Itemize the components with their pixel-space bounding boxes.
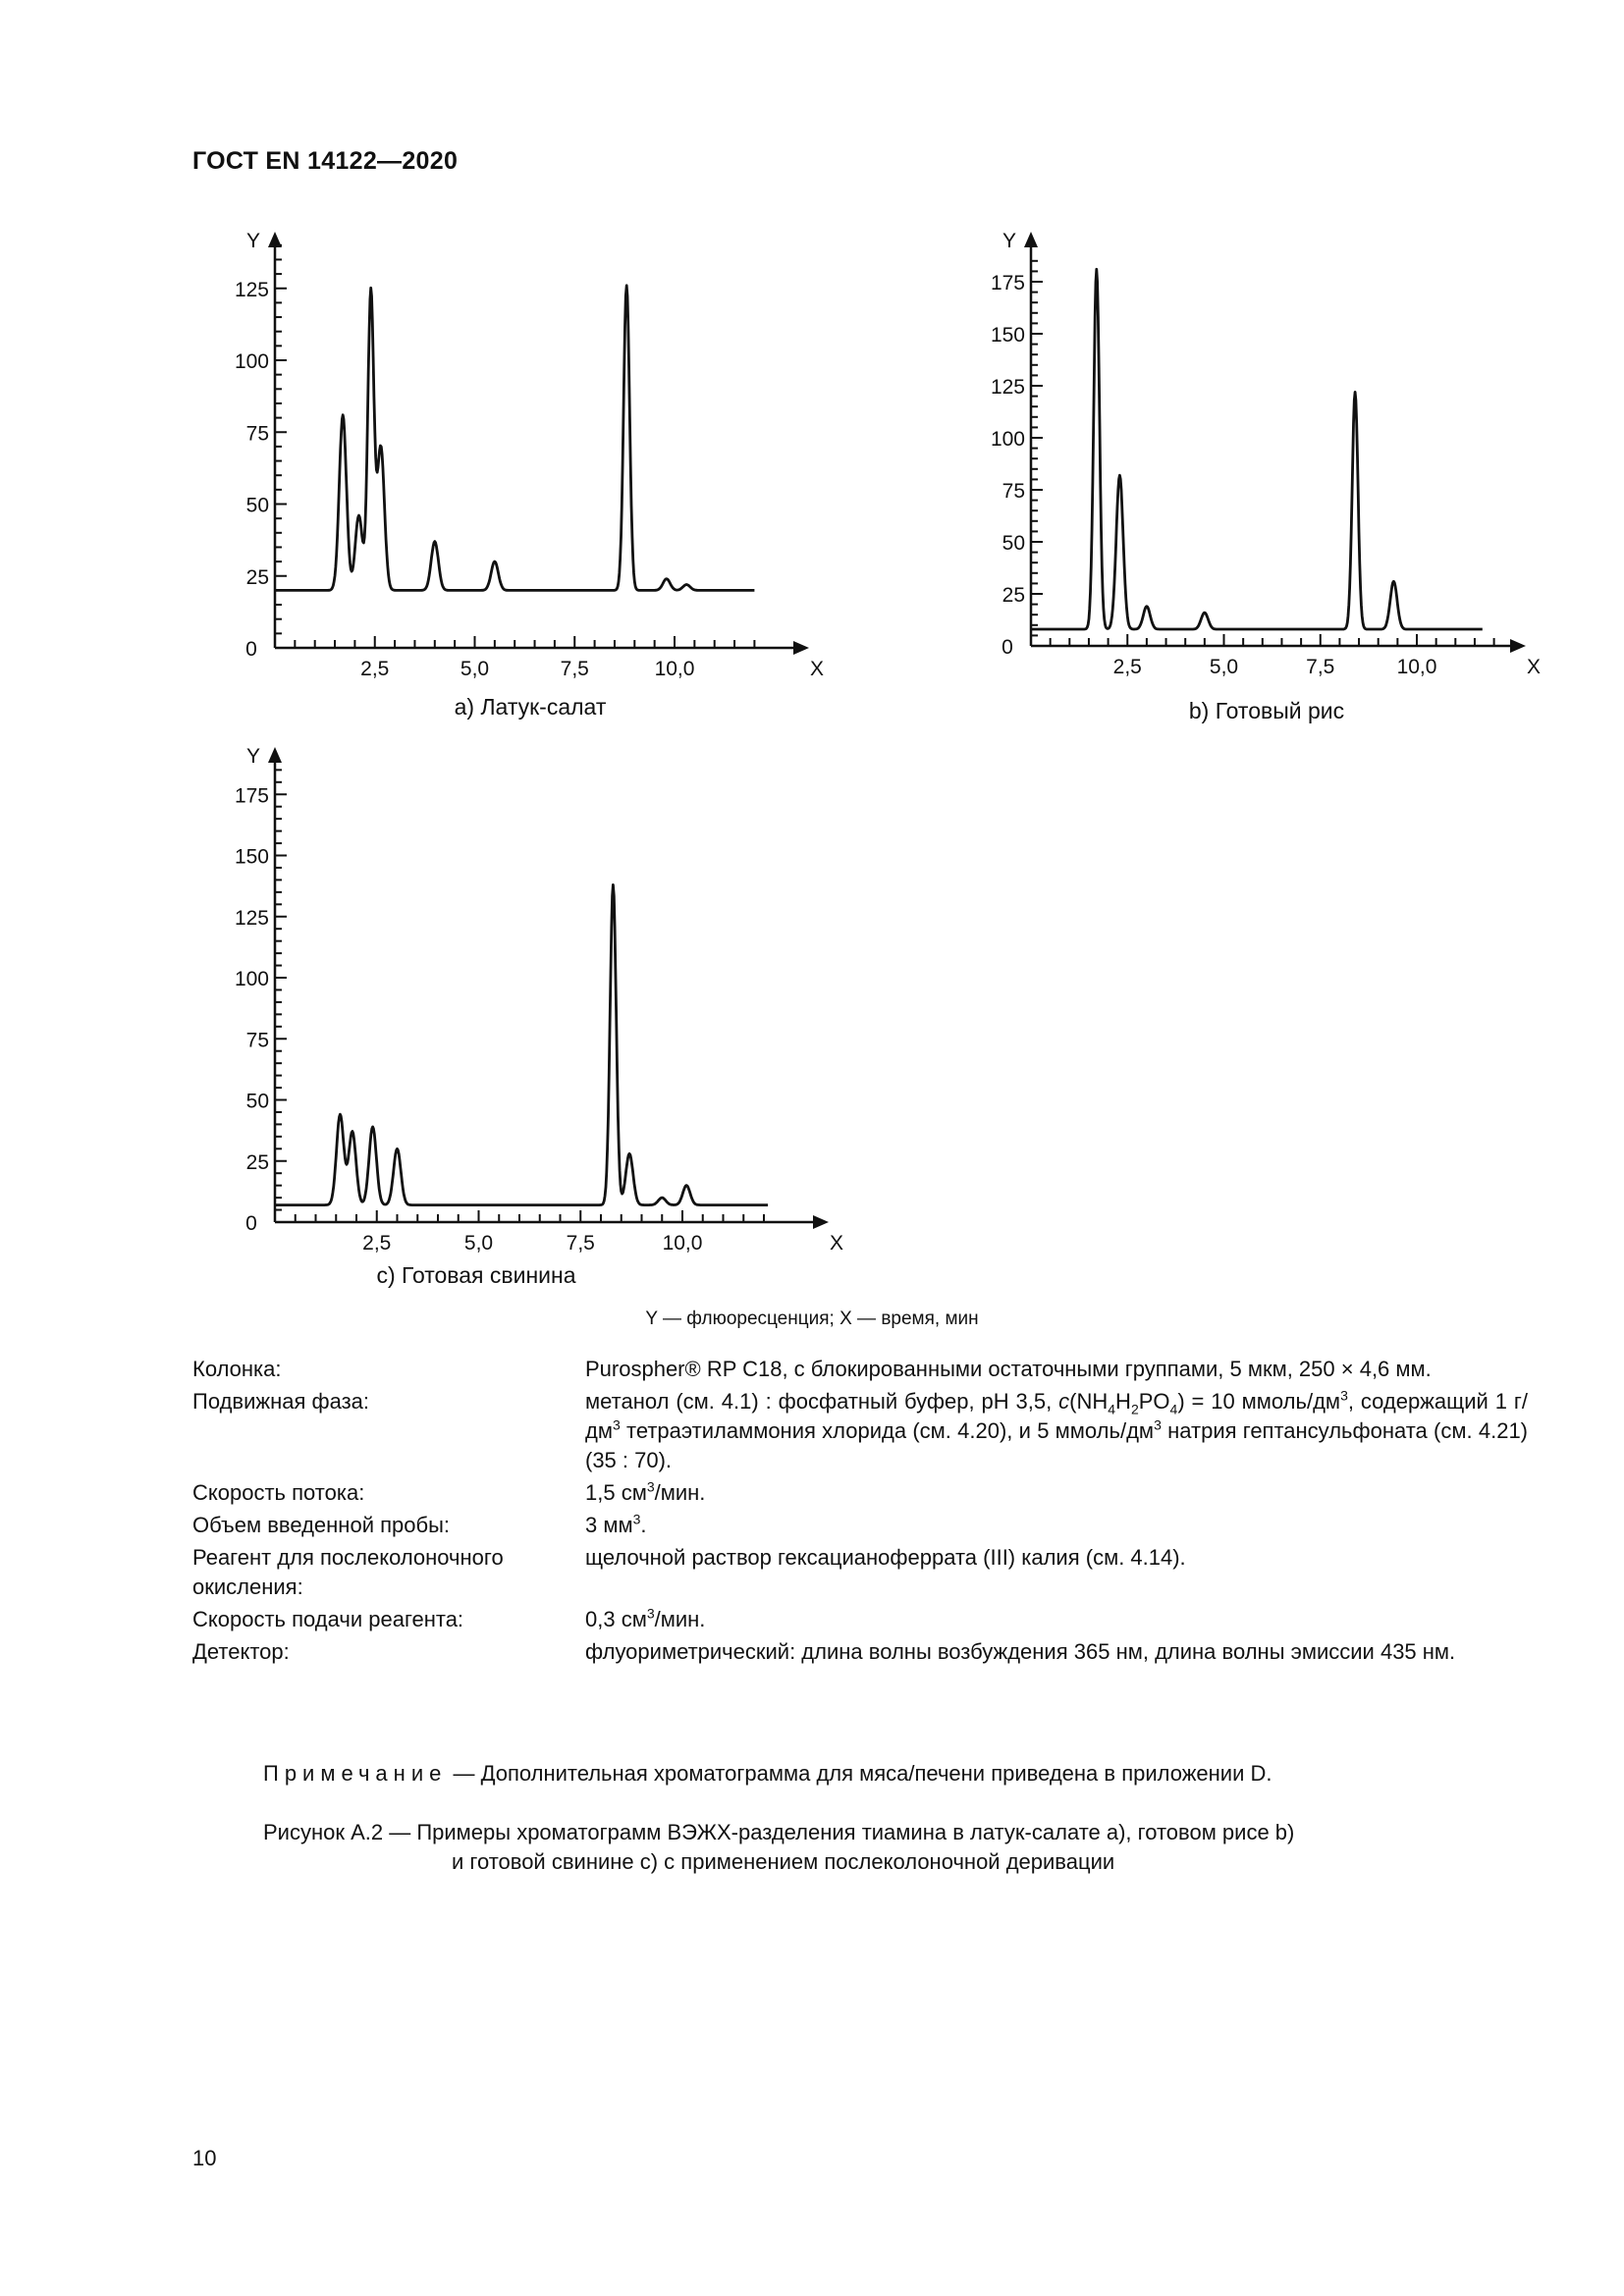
- param-label: Колонка:: [192, 1357, 282, 1381]
- text-run: /мин.: [654, 1607, 706, 1631]
- x-tick-label: 5,0: [460, 658, 490, 680]
- y-tick-label: 25: [1001, 584, 1025, 607]
- text-run: , содержащий 1 г/дм: [585, 1389, 1528, 1443]
- superscript: 3: [632, 1511, 641, 1527]
- param-column: [192, 1355, 1528, 1384]
- param-label: Объем введенной пробы:: [192, 1513, 451, 1537]
- x-tick-label: 2,5: [360, 658, 390, 680]
- x-tick-label: 10,0: [662, 1232, 703, 1255]
- subscript: 4: [1169, 1401, 1178, 1417]
- x-axis-arrow: [1510, 639, 1526, 653]
- y-tick-label: 50: [1001, 532, 1025, 555]
- y-tick-label: 100: [234, 968, 269, 990]
- param-value: [585, 1605, 1528, 1634]
- x-axis-label: X: [1526, 656, 1542, 678]
- origin-label: 0: [1001, 636, 1013, 659]
- note-text: — Дополнительная хроматограмма для мяса/печени приведена в приложении D.: [447, 1761, 1272, 1786]
- text-run: 1,5 см: [585, 1480, 647, 1505]
- x-axis-arrow: [813, 1215, 829, 1229]
- y-tick-label: 125: [234, 906, 269, 930]
- text-run: тетраэтиламмония хлорида (см. 4.20), и 5 ммоль/дм: [620, 1418, 1155, 1443]
- y-axis-label: Y: [1001, 230, 1017, 252]
- chart-c-svg: [236, 741, 844, 1291]
- x-axis-label: X: [829, 1232, 844, 1255]
- text-run: PO: [1138, 1389, 1170, 1414]
- y-tick-label: 175: [990, 272, 1025, 294]
- chart-caption: а) Латук-салат: [454, 694, 607, 720]
- param-value: [585, 1511, 1528, 1540]
- chromatogram-line: [275, 286, 754, 591]
- origin-label: 0: [245, 1212, 257, 1235]
- note-label: Примечание: [263, 1761, 448, 1786]
- text-run: 3 мм: [585, 1513, 633, 1537]
- y-tick-label: 25: [245, 1150, 269, 1174]
- param-value: [585, 1387, 1528, 1475]
- superscript: 3: [612, 1416, 621, 1433]
- superscript: 3: [1154, 1416, 1162, 1433]
- param-value: щелочной раствор гексацианоферрата (III) калия (см. 4.14).: [585, 1545, 1186, 1570]
- chart-a-svg: [234, 226, 825, 720]
- y-axis-label: Y: [245, 745, 261, 768]
- y-tick-label: 100: [990, 428, 1025, 451]
- y-tick-label: 125: [990, 376, 1025, 399]
- text-run: H: [1115, 1389, 1131, 1414]
- chromatogram-line: [275, 884, 768, 1204]
- param-mobile-phase: [192, 1387, 1528, 1475]
- param-injection-volume: [192, 1511, 1528, 1540]
- param-label: Скорость подачи реагента:: [192, 1607, 464, 1631]
- document-header: ГОСТ EN 14122—2020: [192, 147, 459, 175]
- x-tick-label: 2,5: [362, 1232, 392, 1255]
- x-tick-label: 5,0: [1209, 656, 1239, 678]
- param-label: Реагент для послеколоночного окисления:: [192, 1545, 504, 1599]
- text-run: метанол (см. 4.1) : фосфатный буфер, pH 3,5,: [585, 1389, 1059, 1414]
- param-reagent: [192, 1543, 1528, 1602]
- y-tick-label: 100: [234, 350, 269, 373]
- figure-caption: [263, 1818, 1461, 1877]
- x-axis-label: X: [809, 658, 825, 680]
- param-flow-rate: [192, 1478, 1528, 1508]
- chart-caption: с) Готовая свинина: [376, 1262, 576, 1288]
- y-tick-label: 150: [234, 845, 269, 869]
- x-tick-label: 7,5: [1306, 656, 1335, 678]
- y-tick-label: 75: [245, 422, 269, 446]
- text-run: ) = 10 ммоль/дм: [1177, 1389, 1341, 1414]
- y-tick-label: 75: [1001, 480, 1025, 503]
- y-tick-label: 175: [234, 784, 269, 808]
- page-number: 10: [192, 2146, 217, 2170]
- text-run: натрия гептансульфоната (см. 4.21) (35 : 70).: [585, 1418, 1529, 1472]
- figure-note: [263, 1761, 1272, 1787]
- x-tick-label: 7,5: [560, 658, 589, 680]
- figure-legend: Y — флюоресценция; X — время, мин: [645, 1308, 979, 1329]
- chart-b-svg: [992, 226, 1581, 726]
- param-reagent-feed: [192, 1605, 1528, 1634]
- chromatogram-line: [1031, 269, 1483, 629]
- y-tick-label: 50: [245, 494, 269, 517]
- param-label: Детектор:: [192, 1639, 290, 1664]
- x-tick-label: 7,5: [566, 1232, 595, 1255]
- x-tick-label: 2,5: [1112, 656, 1142, 678]
- superscript: 3: [1340, 1387, 1348, 1404]
- text-run: .: [640, 1513, 647, 1537]
- subscript: 4: [1108, 1401, 1116, 1417]
- superscript: 3: [646, 1478, 655, 1495]
- text-run: /мин.: [654, 1480, 706, 1505]
- y-axis-arrow: [268, 747, 282, 763]
- chromatography-parameters: [192, 1355, 1528, 1670]
- subscript: 2: [1130, 1401, 1139, 1417]
- param-detector: [192, 1637, 1528, 1667]
- y-tick-label: 150: [990, 324, 1025, 347]
- x-tick-label: 5,0: [463, 1232, 494, 1255]
- y-tick-label: 25: [245, 565, 269, 589]
- chart-a-lettuce: [234, 226, 825, 720]
- y-tick-label: 125: [234, 278, 269, 301]
- caption-line-1: Рисунок А.2 — Примеры хроматограмм ВЭЖХ-разделения тиамина в латук-салате а), готовом рисе b): [263, 1820, 1295, 1844]
- superscript: 3: [646, 1605, 655, 1622]
- y-tick-label: 50: [245, 1090, 269, 1113]
- param-value: Purospher® RP C18, с блокированными остаточными группами, 5 мкм, 250 × 4,6 мм.: [585, 1357, 1432, 1381]
- chart-b-rice: [992, 226, 1581, 726]
- x-tick-label: 10,0: [1396, 656, 1437, 678]
- param-label: Скорость потока:: [192, 1480, 365, 1505]
- chart-c-pork: [236, 741, 844, 1291]
- origin-label: 0: [245, 638, 257, 661]
- text-run: (NH: [1069, 1389, 1109, 1414]
- x-axis-arrow: [793, 641, 809, 655]
- chart-caption: b) Готовый рис: [1188, 698, 1345, 723]
- text-run: 0,3 см: [585, 1607, 647, 1631]
- caption-line-2: и готовой свинине c) с применением послеколоночной деривации: [452, 1849, 1115, 1874]
- y-tick-label: 75: [245, 1029, 269, 1052]
- x-tick-label: 10,0: [654, 658, 695, 680]
- param-value: [585, 1478, 1528, 1508]
- param-value: флуориметрический: длина волны возбуждения 365 нм, длина волны эмиссии 435 нм.: [585, 1639, 1456, 1664]
- param-label: Подвижная фаза:: [192, 1389, 370, 1414]
- italic-symbol: c: [1058, 1389, 1070, 1414]
- y-axis-label: Y: [245, 230, 261, 252]
- y-axis-arrow: [1024, 232, 1038, 247]
